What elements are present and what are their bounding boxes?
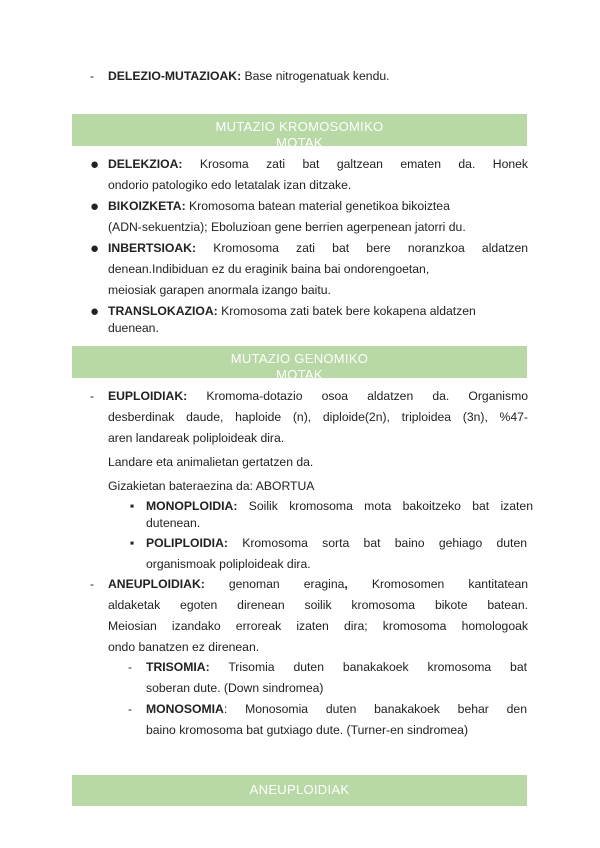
item-text: (ADN-sekuentzia); Eboluzioan gene berrien agerpenean jatorri du. <box>108 220 466 234</box>
item-text: organismoak poliploideak dira. <box>146 557 311 571</box>
item-text: denean.Indibiduan ez du eraginik baina bai ondorengoetan, <box>108 262 430 276</box>
list-dash: - <box>90 69 95 83</box>
item-text: Kromosoma sorta bat baino gehiago duten <box>227 536 527 550</box>
item-text: ondo banatzen ez direnean. <box>108 640 260 654</box>
item-text: genoman eragina <box>204 577 345 591</box>
bullet-icon: ● <box>90 240 100 257</box>
list-item-delekzioa <box>108 154 528 196</box>
item-paragraph: Landare eta animalietan gertatzen da. <box>108 455 314 469</box>
list-item-aneuploidiak <box>108 574 528 658</box>
list-dash: - <box>90 577 95 591</box>
item-term: ANEUPLOIDIAK: <box>108 577 205 591</box>
item-text: ondorio patologiko edo letatalak izan ditzake. <box>108 178 352 192</box>
list-dash: - <box>90 389 95 403</box>
item-text: Soilik kromosoma mota bakoitzeko bat izaten <box>237 499 533 513</box>
item-text: soberan dute. (Down sindromea) <box>146 681 324 695</box>
item-text: , <box>344 577 348 591</box>
sub-item-poliploidia <box>146 533 527 575</box>
item-text: Meiosian izandako erroreak izaten dira; kromosoma homologoak <box>108 619 528 633</box>
item-term: INBERTSIOAK: <box>108 241 197 255</box>
square-bullet-icon: ▪ <box>130 536 135 550</box>
item-text: Kromoma-dotazio osoa aldatzen da. Organismo <box>187 389 528 403</box>
square-bullet-icon: ▪ <box>130 499 135 513</box>
item-text: Kromosoma zati bat bere noranzkoa aldatzen <box>196 241 528 255</box>
item-term: TRANSLOKAZIOA: <box>108 304 218 318</box>
item-term: EUPLOIDIAK: <box>108 389 188 403</box>
list-item-inbertsioak <box>108 238 528 301</box>
bullet-icon: ● <box>90 156 100 173</box>
delezio-item <box>108 66 528 87</box>
sub-item-monosomia <box>146 699 527 741</box>
item-text: Trisomia duten banakakoek kromosoma bat <box>209 660 527 674</box>
section-title-line1: MUTAZIO GENOMIKO <box>230 351 369 366</box>
bullet-icon: ● <box>90 198 100 215</box>
delezio-text: Base nitrogenatuak kendu. <box>241 69 390 83</box>
item-text: Kromosoma batean material genetikoa bikoiztea <box>185 199 450 213</box>
item-text: aldaketak egoten direnean soilik kromosoma bikote batean. <box>108 598 528 612</box>
item-text: Monosomia duten banakakoek behar den <box>227 702 527 716</box>
list-item-euploidiak <box>108 386 528 497</box>
item-term: MONOSOMIA <box>146 702 224 716</box>
item-term: POLIPLOIDIA: <box>146 536 228 550</box>
item-text: dutenean. <box>146 516 201 530</box>
list-item-bikoizketa <box>108 196 528 238</box>
section-header-aneuploidiak <box>72 775 527 806</box>
section-header-genomiko <box>72 346 527 378</box>
item-text: baino kromosoma bat gutxiago dute. (Turner-en sindromea) <box>146 723 469 737</box>
item-term: DELEKZIOA: <box>108 157 183 171</box>
item-text: : <box>223 702 228 716</box>
section-title: ANEUPLOIDIAK <box>249 782 350 797</box>
item-text: desberdinak daude, haploide (n), diploide(2n), triploidea (3n), %47- <box>108 410 528 424</box>
item-paragraph: Gizakietan bateraezina da: ABORTUA <box>108 479 315 493</box>
section-title-line2: MOTAK <box>276 135 323 146</box>
list-dash: - <box>128 660 133 674</box>
bullet-icon: ● <box>90 303 100 320</box>
sub-item-trisomia <box>146 657 527 699</box>
section-title-line1: MUTAZIO KROMOSOMIKO <box>215 119 384 134</box>
item-text: aren landareak poliploideak dira. <box>108 431 285 445</box>
sub-item-monoploidia <box>146 496 533 532</box>
item-term: TRISOMIA: <box>146 660 210 674</box>
item-term: MONOPLOIDIA: <box>146 499 238 513</box>
section-title-line2: MOTAK <box>276 367 323 378</box>
item-text: Kromosomen kantitatean <box>347 577 528 591</box>
section-header-kromosomiko <box>72 114 527 146</box>
list-item-translokazioa <box>108 301 528 337</box>
delezio-term: DELEZIO-MUTAZIOAK: <box>108 69 242 83</box>
item-text: Krosoma zati bat galtzean ematen da. Honek <box>182 157 528 171</box>
item-text: duenean. <box>108 321 159 335</box>
item-text: meiosiak garapen anormala izango baitu. <box>108 283 331 297</box>
list-dash: - <box>128 702 133 716</box>
item-term: BIKOIZKETA: <box>108 199 186 213</box>
item-text: Kromosoma zati batek bere kokapena aldatzen <box>217 304 476 318</box>
